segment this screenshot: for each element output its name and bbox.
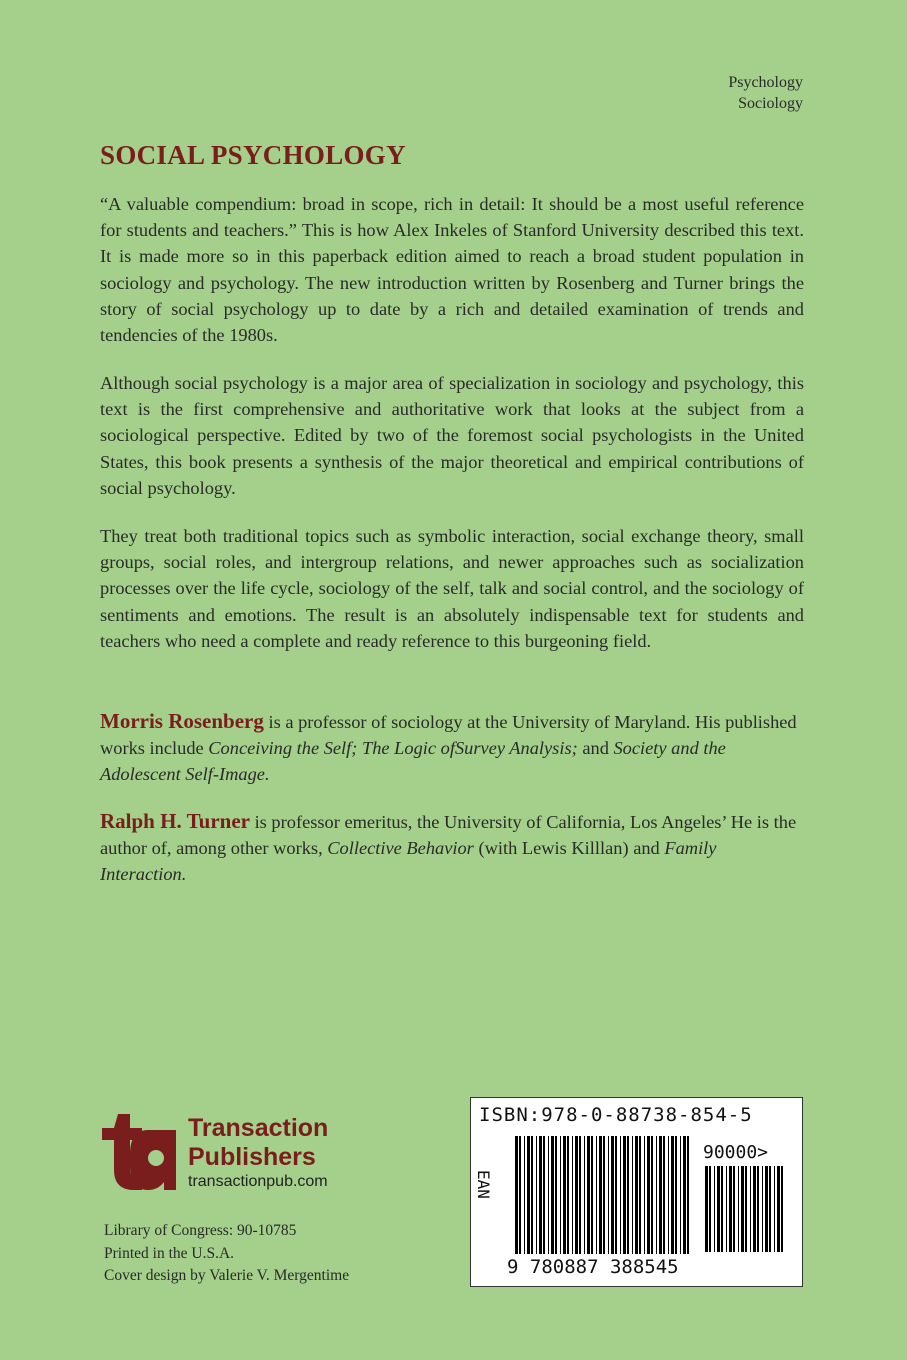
- library-of-congress: Library of Congress: 90-10785: [104, 1222, 297, 1239]
- author-name: Morris Rosenberg: [100, 709, 264, 733]
- barcode-bar: [584, 1136, 585, 1254]
- barcode-bar: [774, 1166, 775, 1252]
- barcode-bar: [579, 1136, 581, 1254]
- isbn-number: ISBN:978-0-88738-854-5: [479, 1104, 753, 1126]
- barcode-bar: [644, 1136, 645, 1254]
- barcode-bar: [675, 1136, 677, 1254]
- bio-works: Collective Behavior: [327, 838, 474, 859]
- barcode-bar: [647, 1136, 650, 1254]
- barcode-bar: [551, 1136, 554, 1254]
- bio-text: (with Lewis Killlan) and: [473, 838, 665, 859]
- publisher-name-line1: Transaction: [188, 1114, 329, 1142]
- barcode-bar: [548, 1136, 549, 1254]
- barcode-bar: [769, 1166, 771, 1252]
- barcode-bar: [721, 1166, 723, 1252]
- publisher-logo-icon: [100, 1108, 180, 1192]
- barcode-bar: [709, 1166, 711, 1252]
- bio-text: is a professor of sociology at the University of Maryland. His published works include: [100, 712, 797, 759]
- author-bio-turner: [100, 808, 804, 888]
- barcode-bar: [572, 1136, 573, 1254]
- barcode-bar: [563, 1136, 566, 1254]
- barcode-bar: [656, 1136, 657, 1254]
- barcode-bar: [603, 1136, 605, 1254]
- barcode-bar: [714, 1166, 715, 1252]
- barcode-bar: [753, 1166, 756, 1252]
- barcode-bar: [781, 1166, 783, 1252]
- barcode-bar: [536, 1136, 537, 1254]
- barcode-bar: [777, 1166, 780, 1252]
- barcode-bar: [524, 1136, 525, 1254]
- bio-text: and: [577, 738, 614, 759]
- barcode-bar: [555, 1136, 557, 1254]
- publisher-name-line2: Publishers: [188, 1143, 316, 1171]
- barcode-bar: [587, 1136, 590, 1254]
- barcode-bar: [762, 1166, 763, 1252]
- publisher-logo: [100, 1108, 380, 1192]
- book-title: SOCIAL PSYCHOLOGY: [100, 140, 406, 170]
- category-labels: [728, 72, 803, 114]
- barcode-bar: [705, 1166, 708, 1252]
- barcode-bar: [519, 1136, 521, 1254]
- bio-works: Society and the Adolescent Self-Image.: [100, 738, 726, 785]
- barcode-bar: [717, 1166, 720, 1252]
- barcode-bar: [620, 1136, 621, 1254]
- barcode-bar: [659, 1136, 662, 1254]
- category-sociology: Sociology: [738, 95, 803, 112]
- barcode-bar: [567, 1136, 569, 1254]
- ean-label: EAN: [474, 1170, 493, 1199]
- barcode-bar: [750, 1166, 751, 1252]
- barcode-bar: [591, 1136, 593, 1254]
- barcode-bar: [599, 1136, 602, 1254]
- barcode-bar: [651, 1136, 653, 1254]
- barcode-bar: [527, 1136, 530, 1254]
- barcode-bar: [683, 1136, 686, 1254]
- barcode-bar: [726, 1166, 727, 1252]
- description-paragraph-3: They treat both traditional topics such as symbolic interaction, social exchange theory, small groups, social roles, and intergroup relations, and newer approaches such as socialization processes over the life cycle, sociology of the self, talk and social control, and the sociology of sentiments and emotions. The result is an absolutely indispensable text for students and teachers who need a complete and ready reference to this burgeoning field.: [100, 526, 804, 651]
- barcode-bar: [531, 1136, 533, 1254]
- barcode-bar: [757, 1166, 759, 1252]
- category-psychology: Psychology: [728, 74, 803, 91]
- addon-barcode-bars: [705, 1166, 791, 1276]
- author-name: Ralph H. Turner: [100, 809, 250, 833]
- barcode-bar: [575, 1136, 578, 1254]
- barcode-bar: [615, 1136, 617, 1254]
- barcode-bar: [627, 1136, 629, 1254]
- bio-text: is professor emeritus, the University of California, Los Angeles’ He is the author of, among other works,: [100, 812, 797, 859]
- barcode-bar: [738, 1166, 739, 1252]
- barcode-bar: [729, 1166, 732, 1252]
- bio-works: Conceiving the Self; The Logic ofSurvey Analysis;: [208, 738, 578, 759]
- barcode-bar: [639, 1136, 641, 1254]
- barcode-bar: [611, 1136, 614, 1254]
- barcode-bar: [687, 1136, 689, 1254]
- barcode-bar: [543, 1136, 545, 1254]
- barcode-bar: [765, 1166, 768, 1252]
- barcode-bar: [515, 1136, 518, 1254]
- description-paragraph-2: Although social psychology is a major area of specialization in sociology and psychology, this text is the first comprehensive and authoritative work that looks at the subject from a sociological perspective. Edited by two of the foremost social psychologists in the United States, this book presents a synthesis of the major theoretical and empirical contributions of social psychology.: [100, 373, 804, 498]
- barcode-bar: [608, 1136, 609, 1254]
- barcode-bar: [632, 1136, 633, 1254]
- publisher-url: transactionpub.com: [188, 1173, 328, 1190]
- barcode-bar: [596, 1136, 597, 1254]
- barcode-bar: [745, 1166, 747, 1252]
- barcode-bar: [663, 1136, 665, 1254]
- author-bio-rosenberg: [100, 708, 804, 788]
- barcode-bar: [560, 1136, 561, 1254]
- ean-barcode-bars: [515, 1136, 695, 1256]
- ean-digits: 9 780887 388545: [507, 1256, 679, 1278]
- price-code: 90000>: [703, 1142, 769, 1163]
- barcode-bar: [668, 1136, 669, 1254]
- barcode-bar: [623, 1136, 626, 1254]
- printed-in: Printed in the U.S.A.: [104, 1244, 235, 1262]
- colophon: [104, 1220, 349, 1288]
- description-paragraph-1: “A valuable compendium: broad in scope, rich in detail: It should be a most useful reference for students and teachers.” This is how Alex Inkeles of Stanford University described this text. It is made more so in this paperback edition aimed to reach a broad student population in sociology and psychology. The new introduction written by Rosenberg and Turner brings the story of social psychology up to date by a rich and detailed examination of trends and tendencies of the 1980s.: [100, 194, 804, 346]
- isbn-barcode: [470, 1097, 803, 1287]
- barcode-bar: [671, 1136, 674, 1254]
- barcode-bar: [680, 1136, 681, 1254]
- bio-works: Family Interaction.: [100, 838, 717, 885]
- cover-design-credit: Cover design by Valerie V. Mergentime: [104, 1267, 350, 1284]
- barcode-bar: [635, 1136, 638, 1254]
- barcode-bar: [539, 1136, 542, 1254]
- barcode-bar: [741, 1166, 744, 1252]
- barcode-bar: [733, 1166, 735, 1252]
